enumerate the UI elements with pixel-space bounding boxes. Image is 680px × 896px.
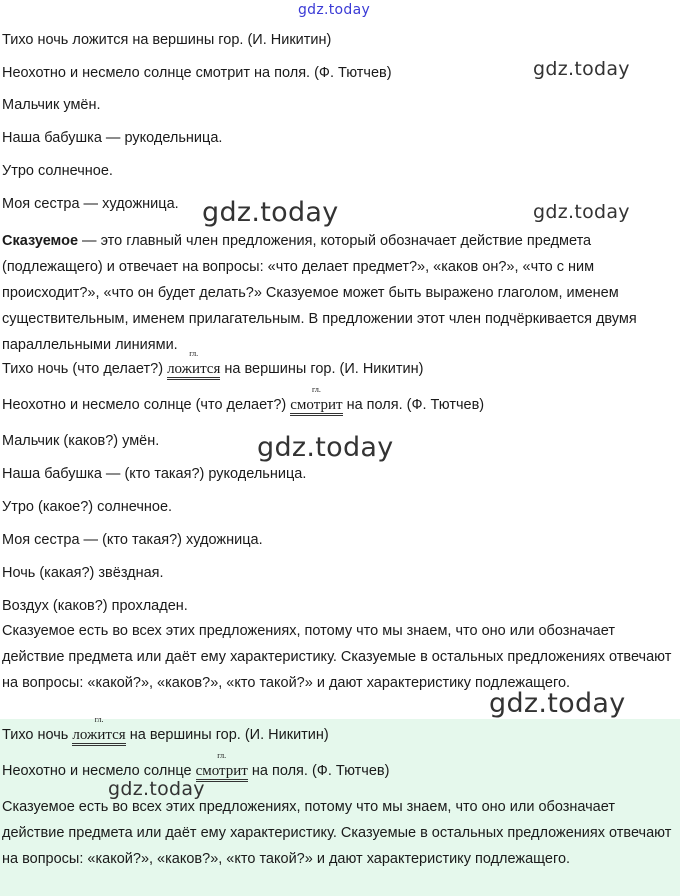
sentence-text: на вершины гор. (И. Никитин)	[220, 361, 424, 377]
sentence-text: на поля. (Ф. Тютчев)	[247, 763, 390, 779]
part-of-speech-mark: гл.	[217, 751, 227, 760]
part-of-speech-mark: гл.	[311, 385, 321, 394]
watermark: gdz.today	[533, 58, 630, 80]
sentence-text: Неохотно и несмело солнце	[2, 763, 196, 779]
analysis-sentence	[2, 385, 485, 416]
predicate-word: ложится	[167, 361, 221, 377]
analysis-sentence: Моя сестра — (кто такая?) художница.	[2, 532, 263, 548]
task-sentence: Тихо ночь ложится на вершины гор. (И. Никитин)	[2, 32, 332, 48]
part-of-speech-mark: гл.	[189, 349, 199, 358]
analysis-sentence: Утро (какое?) солнечное.	[2, 499, 173, 515]
predicate-word: смотрит	[195, 763, 248, 779]
definition-term: Сказуемое	[2, 233, 79, 249]
analysis-sentence: Ночь (какая?) звёздная.	[2, 565, 164, 581]
definition-body: — это главный член предложения, который обозначает действие предмета (подлежащего) и отвечает на вопросы: «что делает предмет?», «каков он?», «что с ним происходит?», «что он будет делать?» Сказуемое может быть выражено глаголом, именем существительным, именем прилагательным. В предложении этот член подчёркивается двумя параллельными линиями.	[2, 233, 637, 353]
task-sentence: Утро солнечное.	[2, 163, 113, 179]
predicate-underline	[195, 751, 248, 782]
analysis-conclusion: Сказуемое есть во всех этих предложениях, потому что мы знаем, что оно или обозначает действие предмета или даёт ему характеристику. Сказуемые в остальных предложениях отвечают на вопросы: «какой?», «каков?», «кто такой?» и дают характеристику подлежащего.	[2, 623, 672, 691]
definition-paragraph	[2, 228, 674, 358]
task-sentence: Неохотно и несмело солнце смотрит на поля. (Ф. Тютчев)	[2, 65, 392, 81]
sentence-text: на поля. (Ф. Тютчев)	[342, 397, 485, 413]
watermark: gdz.today	[257, 432, 394, 463]
answer-conclusion: Сказуемое есть во всех этих предложениях, потому что мы знаем, что оно или обозначает действие предмета или даёт ему характеристику. Сказуемые в остальных предложениях отвечают на вопросы: «какой?», «каков?», «кто такой?» и дают характеристику подлежащего.	[2, 799, 672, 867]
watermark: gdz.today	[202, 197, 339, 228]
watermark: gdz.today	[108, 778, 205, 800]
predicate-word: ложится	[72, 727, 126, 743]
part-of-speech-mark: гл.	[94, 715, 104, 724]
task-sentence: Мальчик умён.	[2, 97, 101, 113]
analysis-sentence	[2, 349, 424, 380]
watermark: gdz.today	[489, 688, 626, 719]
predicate-underline	[72, 715, 126, 746]
predicate-underline	[167, 349, 221, 380]
sentence-text: Неохотно и несмело солнце (что делает?)	[2, 397, 291, 413]
answer-sentence	[2, 751, 390, 782]
analysis-sentence: Мальчик (каков?) умён.	[2, 433, 160, 449]
predicate-underline	[290, 385, 343, 416]
predicate-word: смотрит	[290, 397, 343, 413]
watermark: gdz.today	[533, 201, 630, 223]
task-sentence: Моя сестра — художница.	[2, 196, 179, 212]
sentence-text: на вершины гор. (И. Никитин)	[125, 727, 329, 743]
sentence-text: Тихо ночь (что делает?)	[2, 361, 168, 377]
sentence-text: Тихо ночь	[2, 727, 73, 743]
analysis-sentence: Воздух (каков?) прохладен.	[2, 598, 188, 614]
answer-sentence	[2, 715, 329, 746]
analysis-sentence: Наша бабушка — (кто такая?) рукодельница.	[2, 466, 307, 482]
watermark-top: gdz.today	[298, 2, 371, 18]
task-sentence: Наша бабушка — рукодельница.	[2, 130, 223, 146]
